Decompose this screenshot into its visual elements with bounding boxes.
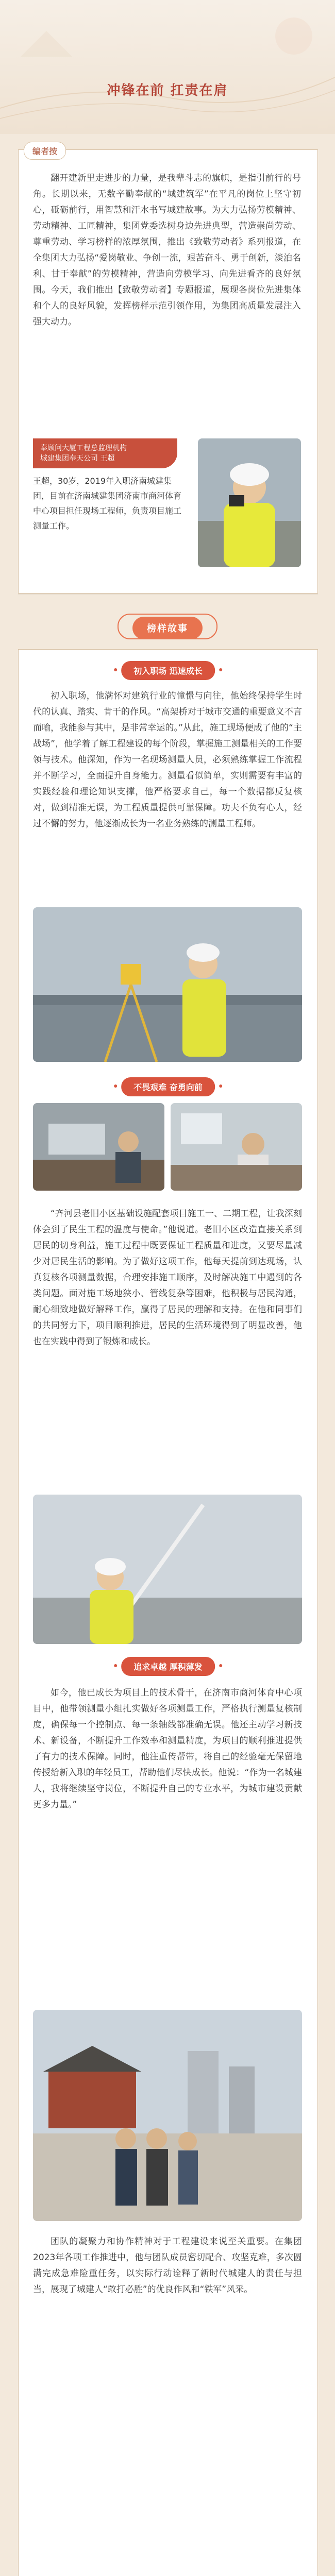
page-title: 冲锋在前 扛责在肩 xyxy=(107,83,228,98)
office-photo-right xyxy=(171,1103,302,1191)
story-paragraph-2: “齐河县老旧小区基础设施配套项目施工一、二期工程，让我深刻体会到了民生工程的温度与使命。”他说道。老旧小区改造直接关系到居民的切身利益，施工过程中既要保证工程质量和进度，又要尽量减少对居民生活的影响。为了做好这项工作，他每天提前到达现场，认真复核各项测量数据，合理安排施工顺序，及时解决施工中遇到的各类问题。面对施工场地狭小、管线复杂等困难，他积极与居民沟通，耐心细致地做好解释工作，赢得了居民的理解和支持。在他和同事们的共同努力下，项目顺利推进，居民的生活环境得到了明显改善，他也在实践中得到了锻炼和成长。 xyxy=(33,1209,302,1347)
story-paragraph-1: 初入职场，他满怀对建筑行业的憧憬与向往，他始终保持学生时代的认真、踏实、肯干的作风。“高架桥对于城市交通的重要意义不言而喻，我能参与其中，是非常幸运的。”从此，施工现场便成了他的“主战场”，他学着了解工程建设的每个阶段，掌握施工测量相关的工作要领与技术。他深知，作为一名现场测量人员，必须熟练掌握工作流程并不断学习，全面提升自身能力。测量看似简单，实则需要有丰富的实践经验和理论知识支撑，他严格要求自己，每一个数据都反复核对，做到精准无误，为工程质量提供可靠保障。功夫不负有心人，经过不懈的努力，他逐渐成长为一名业务熟练的测量工程师。 xyxy=(33,691,302,829)
editor-note-card xyxy=(18,146,318,594)
profile-text: 王超，30岁，2019年入职济南城建集团，目前在济南城建集团济南市商河体育中心项目担任现场工程师，负责项目施工测量工作。 xyxy=(33,476,182,531)
story-paragraph-4: 团队的凝聚力和协作精神对于工程建设来说至关重要。在集团2023年各项工作推进中，他与团队成员密切配合、攻坚克难，多次圆满完成急难险重任务，以实际行动诠释了新时代城建人的责任与担当，展现了城建人“敢打必胜”的优良作风和“铁军”风采。 xyxy=(33,2236,302,2295)
office-photo-left xyxy=(33,1103,164,1191)
subtitle-3: 追求卓越 厚积薄发 xyxy=(121,1657,215,1676)
hero-decoration xyxy=(0,0,335,134)
story-paragraph-3: 如今，他已成长为项目上的技术骨干，在济南市商河体育中心项目中，他带领测量小组扎实做好各项测量工作，严格执行测量复核制度，确保每一个控制点、每一条轴线都准确无误。他还主动学习新技术、新设备，不断提升工作效率和测量精度，为项目的顺利推进提供了有力的技术保障。同时，他注重传帮带，将自己的经验毫无保留地传授给新入职的年轻员工，帮助他们尽快成长。他说：“作为一名城建人，我将继续坚守岗位，不断提升自己的专业水平，为城市建设贡献更多力量。” xyxy=(33,1688,302,1810)
subtitle-1: 初入职场 迅速成长 xyxy=(121,661,215,680)
editor-note-text: 翻开建新里走进步的力量，是我辈斗志的旗帜，是指引前行的号角。长期以来，无数辛勤奉献的“城建筑军”在平凡的岗位上坚守初心，砥砺前行，用智慧和汗水书写城建故事。为大力弘扬劳模精神、劳动精神、工匠精神，集团党委选树身边先进典型，营造崇尚劳动、尊重劳动、学习榜样的浓厚氛围，推出《致敬劳动者》系列报道，在全集团大力弘扬“爱岗敬业、争创一流，艰苦奋斗、勇于创新，淡泊名利、甘于奉献”的劳模精神，营造向劳模学习、向先进看齐的良好氛围。今天，我们推出【致敬劳动者】专题报道，展现各岗位先进集体和个人的良好风貌，发挥榜样示范引领作用，为集团高质量发展注入强大动力。 xyxy=(33,173,301,327)
profile-bar: 奉顾问大厦工程总监理机构 城建集团奉天公司 王超 xyxy=(33,438,177,468)
subtitle-2: 不畏艰难 奋勇向前 xyxy=(121,1077,215,1096)
editor-note-tag: 编者按 xyxy=(24,142,66,160)
team-photo xyxy=(33,2010,302,2221)
profile-block xyxy=(33,438,302,572)
story-card xyxy=(18,649,318,2576)
survey-photo xyxy=(33,907,302,1062)
hero-banner xyxy=(0,0,335,134)
section-header-story xyxy=(0,611,335,641)
worker-photo-1 xyxy=(198,438,301,567)
section-title: 榜样故事 xyxy=(132,617,203,639)
field-photo xyxy=(33,1495,302,1644)
